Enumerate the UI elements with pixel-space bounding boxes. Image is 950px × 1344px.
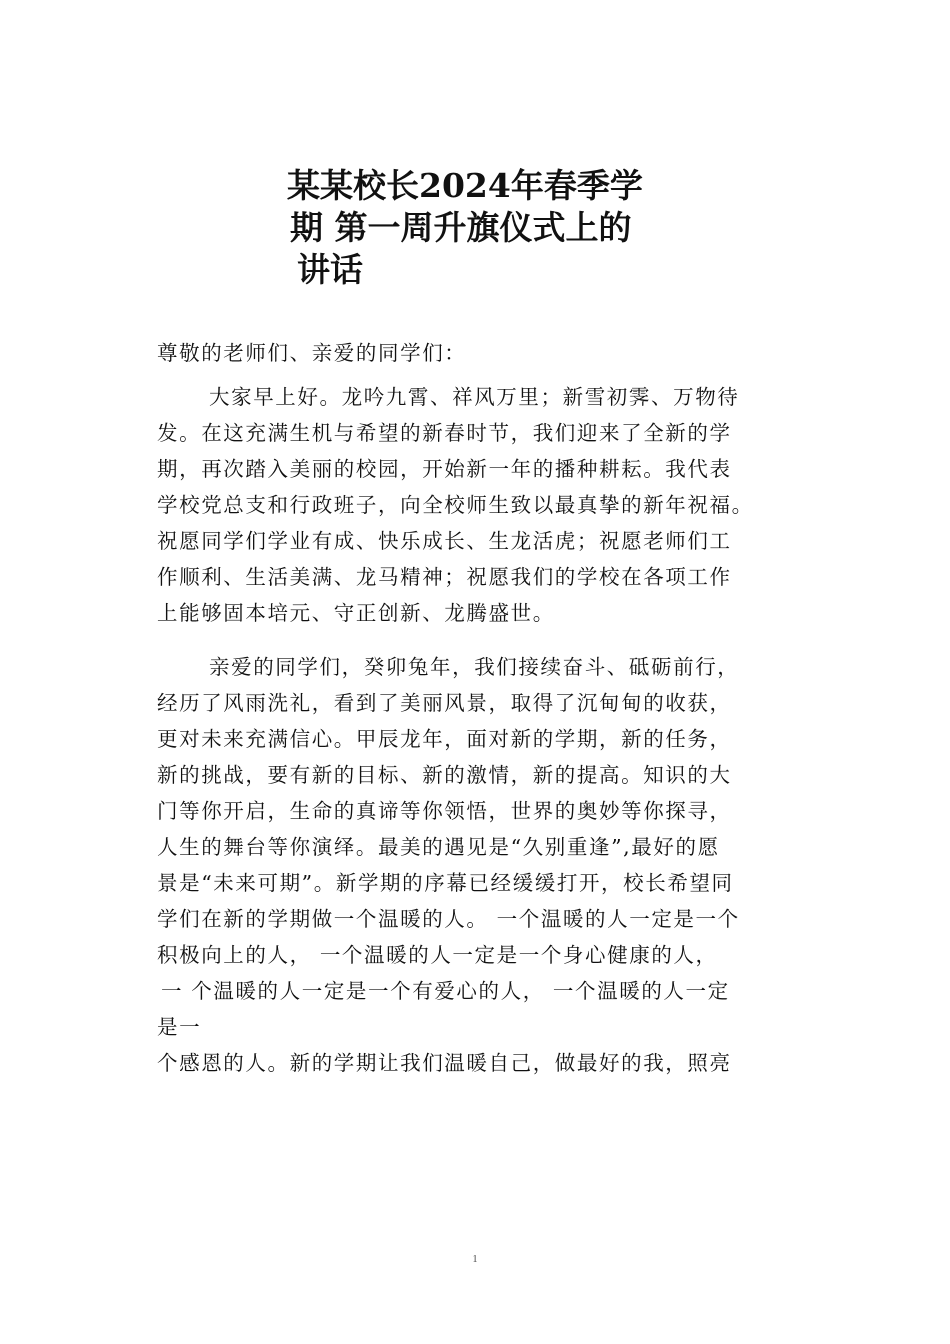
paragraph-1-line: 祝愿同学们学业有成、快乐成长、生龙活虎；祝愿老师们工 [157, 529, 732, 553]
paragraph-2-line: 学们在新的学期做一个温暖的人。 一个温暖的人一定是一个 [157, 907, 740, 931]
paragraph-1-line: 作顺利、生活美满、龙马精神；祝愿我们的学校在各项工作 [157, 565, 732, 589]
paragraph-2-line: 是一 [157, 1015, 202, 1039]
paragraph-1-line: 期，再次踏入美丽的校园，开始新一年的播种耕耘。我代表 [157, 457, 732, 481]
paragraph-1-line: 发。在这充满生机与希望的新春时节，我们迎来了全新的学 [157, 421, 732, 445]
paragraph-2-line: 人生的舞台等你演绎。最美的遇见是“久别重逢”,最好的愿 [157, 835, 720, 859]
salutation: 尊敬的老师们、亲爱的同学们： [157, 341, 467, 365]
title-line-1: 某某校长2024年春季学 [287, 166, 643, 205]
paragraph-2-line: 更对未来充满信心。甲辰龙年，面对新的学期，新的任务， [157, 727, 732, 751]
paragraph-1-line: 大家早上好。龙吟九霄、祥风万里；新雪初霁、万物待 [209, 385, 740, 409]
paragraph-2-line: 景是“未来可期”。新学期的序幕已经缓缓打开，校长希望同 [157, 871, 734, 895]
paragraph-2-line: 经历了风雨洗礼，看到了美丽风景，取得了沉甸甸的收获， [157, 691, 732, 715]
paragraph-2-line: 亲爱的同学们，癸卯兔年，我们接续奋斗、砥砺前行， [209, 655, 740, 679]
paragraph-2-line: 门等你开启，生命的真谛等你领悟，世界的奥妙等你探寻， [157, 799, 732, 823]
paragraph-2-line: 积极向上的人， 一个温暖的人一定是一个身心健康的人， [157, 943, 718, 967]
page-number: 1 [472, 1254, 478, 1265]
title-line-3: 讲话 [297, 250, 363, 289]
paragraph-2-line: 新的挑战，要有新的目标、新的激情，新的提高。知识的大 [157, 763, 732, 787]
paragraph-2-line: 个感恩的人。新的学期让我们温暖自己，做最好的我，照亮 [157, 1051, 732, 1075]
title-line-2: 期 第一周升旗仪式上的 [290, 208, 632, 247]
paragraph-1-line: 上能够固本培元、守正创新、龙腾盛世。 [157, 601, 555, 625]
paragraph-1-line: 学校党总支和行政班子，向全校师生致以最真挚的新年祝福。 [157, 493, 754, 517]
paragraph-2-line: 一 个温暖的人一定是一个有爱心的人， 一个温暖的人一定 [161, 979, 730, 1003]
document-title [287, 165, 687, 291]
